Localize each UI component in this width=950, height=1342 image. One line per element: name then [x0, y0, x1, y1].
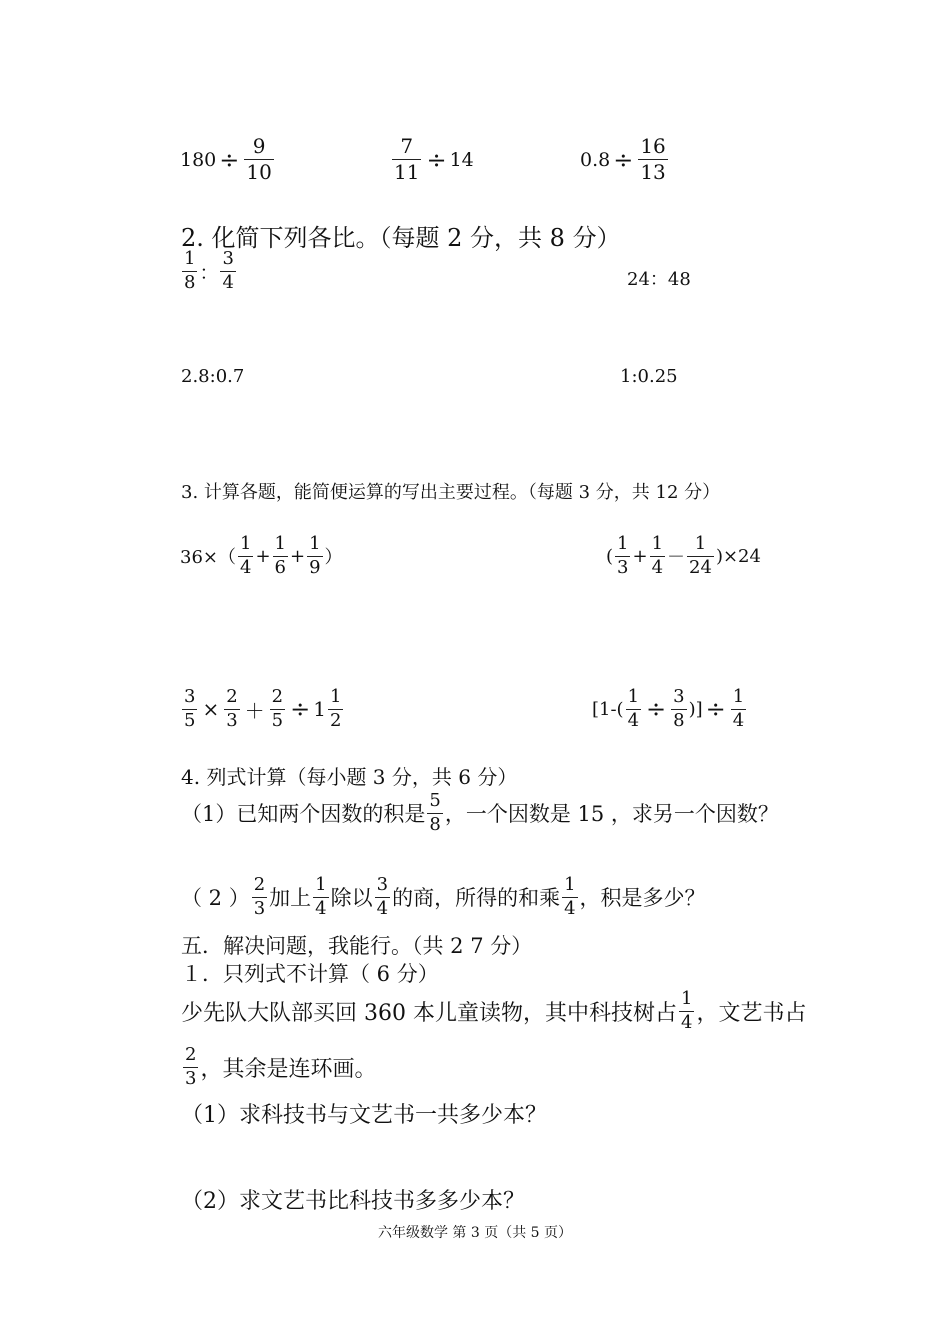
fraction: $\frac{3}{5}$ — [184, 686, 196, 731]
fraction: $\frac{3}{4}$ — [376, 874, 389, 919]
text: ，一个因数是 15 ，求另一个因数？ — [444, 802, 779, 827]
text: [1-( — [592, 698, 624, 720]
fraction: $\frac{9}{10}$ — [246, 134, 272, 184]
text: 36×（ — [180, 547, 236, 569]
text: )] — [688, 698, 703, 720]
calc-q2 — [606, 535, 761, 578]
problem-paragraph-line-2 — [181, 1046, 376, 1089]
fraction: $\frac{7}{11}$ — [394, 134, 420, 184]
text: 的商，所得的和乘 — [392, 886, 561, 911]
colon: ： — [199, 261, 219, 284]
text: 加上 — [269, 886, 312, 911]
expr-0.8-div — [580, 136, 670, 183]
ratio-24-48: 24：48 — [627, 269, 691, 290]
sub-question-2: （2）求文艺书比科技书多多少本？ — [181, 1189, 525, 1214]
fraction: $\frac{16}{13}$ — [640, 134, 666, 184]
ratio-2.8-0.7: 2.8:0.7 — [181, 366, 245, 387]
fraction: $\frac{2}{3}$ — [226, 686, 238, 731]
fraction: $\frac{1}{8}$ — [184, 248, 196, 293]
calc-q1 — [180, 535, 343, 578]
divide-sign: ÷ — [290, 695, 311, 724]
problem-paragraph-line-1 — [181, 990, 806, 1033]
fraction: $\frac{2}{5}$ — [271, 686, 284, 731]
section-4-heading: 4. 列式计算（每小题 3 分，共 6 分） — [181, 765, 518, 789]
text: ，积是多少？ — [579, 886, 706, 911]
fraction: $\frac{5}{8}$ — [429, 790, 441, 835]
fraction: $\frac{1}{4}$ — [315, 874, 327, 919]
fraction: $\frac{1}{24}$ — [689, 533, 712, 578]
text: （1）已知两个因数的积是 — [181, 802, 426, 827]
text: ，其余是连环画。 — [200, 1056, 377, 1082]
plus-sign: ＋ — [244, 698, 265, 723]
text: （ 2 ） — [181, 886, 250, 911]
word-problem-2 — [181, 876, 706, 919]
minus-sign: － — [667, 547, 686, 569]
text: 除以 — [330, 886, 373, 911]
plus-sign: + — [255, 545, 271, 567]
fraction: $\frac{1}{4}$ — [680, 988, 693, 1033]
text: ( — [606, 545, 614, 567]
text: ，文艺书占 — [696, 1000, 807, 1026]
divide-sign: ÷ — [219, 145, 240, 174]
section-5-heading: 五．解决问题，我能行。（共 2 7 分） — [181, 934, 533, 958]
fraction: $\frac{1}{4}$ — [732, 686, 745, 731]
section-3-heading: 3. 计算各题，能简便运算的写出主要过程。（每题 3 分，共 12 分） — [181, 482, 721, 503]
text: 少先队大队部买回 360 本儿童读物，其中科技树占 — [181, 1000, 677, 1026]
number: 14 — [449, 148, 474, 171]
section-5-sub-1: １．只列式不计算（ 6 分） — [181, 962, 439, 986]
fraction: $\frac{1}{9}$ — [309, 533, 321, 578]
fraction: $\frac{1}{4}$ — [651, 533, 664, 578]
divide-sign: ÷ — [705, 695, 726, 724]
number: 0.8 — [580, 148, 611, 171]
plus-sign: + — [632, 545, 648, 567]
fraction: $\frac{1}{4}$ — [564, 874, 576, 919]
fraction: $\frac{1}{2}$ — [329, 686, 342, 731]
section-2-heading: 2. 化简下列各比。（每题 2 分，共 8 分） — [181, 224, 621, 252]
calc-q3 — [180, 688, 345, 731]
divide-sign: ÷ — [613, 145, 634, 174]
expr-180-div — [180, 136, 276, 183]
ratio-fraction — [180, 250, 238, 293]
text: ） — [324, 547, 343, 569]
number: 1 — [313, 697, 326, 722]
fraction: $\frac{3}{8}$ — [673, 686, 685, 731]
fraction: $\frac{2}{3}$ — [253, 874, 266, 919]
fraction: $\frac{1}{3}$ — [617, 533, 629, 578]
ratio-1-0.25: 1:0.25 — [620, 366, 678, 387]
calc-q4 — [592, 688, 748, 731]
fraction: $\frac{2}{3}$ — [185, 1044, 197, 1089]
expr-7-11-div-14 — [390, 136, 474, 183]
fraction: $\frac{3}{4}$ — [222, 248, 234, 293]
plus-sign: + — [290, 545, 306, 567]
fraction: $\frac{1}{4}$ — [240, 533, 252, 578]
page-footer: 六年级数学 第 3 页（共 5 页） — [377, 1225, 573, 1241]
word-problem-1 — [181, 792, 779, 835]
fraction: $\frac{1}{4}$ — [627, 686, 640, 731]
text: )×24 — [715, 545, 761, 567]
number: 180 — [180, 148, 217, 171]
times-sign: × — [202, 697, 220, 722]
sub-question-1: （1）求科技书与文艺书一共多少本？ — [181, 1103, 547, 1128]
divide-sign: ÷ — [426, 145, 447, 174]
fraction: $\frac{1}{6}$ — [274, 533, 286, 578]
divide-sign: ÷ — [646, 695, 667, 724]
